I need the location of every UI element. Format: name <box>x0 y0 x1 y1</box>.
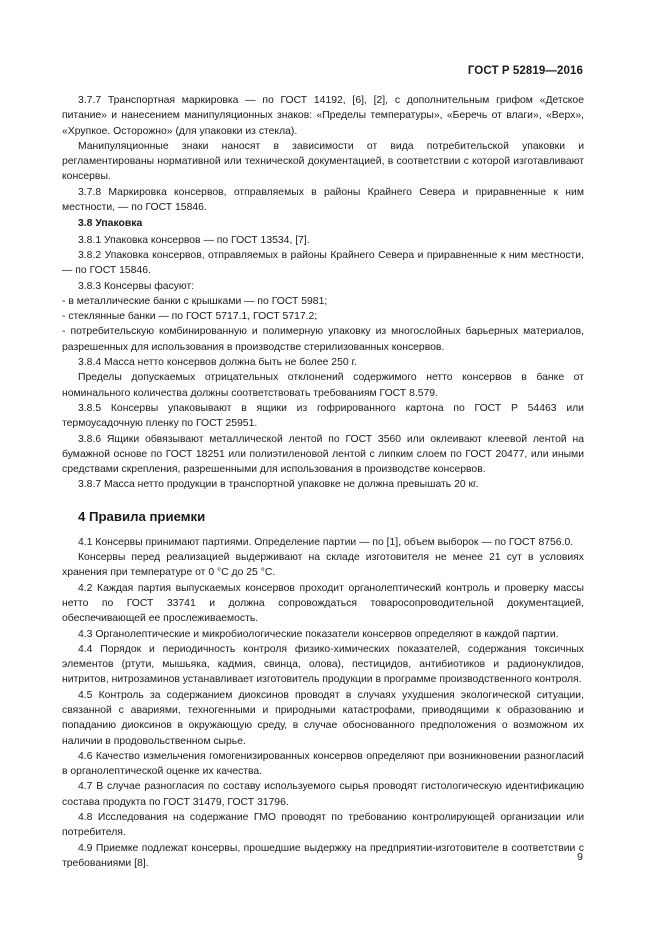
paragraph-4-6: 4.6 Качество измельчения гомогенизированных консервов определяют при возникновении разногласий в органолептической оценке их качества. <box>62 750 584 778</box>
page-number: 9 <box>577 851 583 863</box>
paragraph-4-7: 4.7 В случае разногласия по составу используемого сырья проводят гистологическую идентификацию состава продукта по ГОСТ 31479, ГОСТ 31796. <box>62 781 584 808</box>
paragraph-4-9: 4.9 Приемке подлежат консервы, прошедшие выдержку на предприятии-изготовителе в соответствии с требованиями [8]. <box>62 842 584 869</box>
paragraph-4-4: 4.4 Порядок и периодичность контроля физико-химических показателей, содержания токсичных элементов (ртути, мышьяка, кадмия, свинца, олова), пестицидов, антибиотиков и радионуклидов, нитритов, нитрозаминов устанавливает изготовитель продукции в программе производственного контроля. <box>62 643 584 686</box>
paragraph-4-8: 4.8 Исследования на содержание ГМО проводят по требованию контролирующей организации или потребителя. <box>62 812 584 839</box>
list-item-polymer-packaging: - потребительскую комбинированную и полимерную упаковку из многослойных барьерных материалов, разрешенных для использования в производстве стерилизованных консервов. <box>62 326 584 353</box>
subsection-heading-3-8: 3.8 Упаковка <box>78 218 143 230</box>
list-item-glass-jars: - стеклянные банки — по ГОСТ 5717.1, ГОСТ 5717.2; <box>62 311 318 323</box>
paragraph-3-8-1: 3.8.1 Упаковка консервов — по ГОСТ 13534, [7]. <box>78 234 310 246</box>
document-id-header: ГОСТ Р 52819—2016 <box>467 65 583 77</box>
document-body <box>62 93 584 871</box>
paragraph-4-5: 4.5 Контроль за содержанием диоксинов проводят в случаях ухудшения экологической ситуации, связанной с авариями, техногенными и природными катастрофами, приводящими к образованию и попаданию диоксинов в окружающую среду, в случае обоснованного предположения о возможном их наличии в продовольственном сырье. <box>62 689 584 747</box>
paragraph-3-7-7: 3.7.7 Транспортная маркировка — по ГОСТ 14192, [6], [2], с дополнительным грифом «Детское питание» и нанесением манипуляционных знаков: «Пределы температуры», «Беречь от влаги», «Верх», «Хрупкое. Осторожно» (для упаковки из стекла). <box>62 95 584 137</box>
paragraph-3-8-5: 3.8.5 Консервы упаковывают в ящики из гофрированного картона по ГОСТ Р 54463 или термоусадочную пленку по ГОСТ 25951. <box>62 402 584 430</box>
paragraph-tolerances: Пределы допускаемых отрицательных отклонений содержимого нетто консервов в банке от номинального количества должны соответствовать требованиям ГОСТ 8.579. <box>62 372 584 399</box>
paragraph-manipulation-signs: Манипуляционные знаки наносят в зависимости от вида потребительской упаковки и регламентированы нормативной или технической документацией, в соответствии с которой изготавливают консервы. <box>62 140 584 183</box>
section-heading-4: 4 Правила приемки <box>78 508 206 524</box>
list-item-metal-cans: - в металлические банки с крышками — по ГОСТ 5981; <box>62 295 328 307</box>
paragraph-3-7-8: 3.7.8 Маркировка консервов, отправляемых в районы Крайнего Севера и приравненные к ним местности, — по ГОСТ 15846. <box>62 186 584 214</box>
paragraph-3-8-7: 3.8.7 Масса нетто продукции в транспортной упаковке не должна превышать 20 кг. <box>78 479 479 491</box>
paragraph-4-3: 4.3 Органолептические и микробиологические показатели консервов определяют в каждой партии. <box>78 628 559 640</box>
paragraph-3-8-3: 3.8.3 Консервы фасуют: <box>78 280 195 292</box>
paragraph-3-8-4: 3.8.4 Масса нетто консервов должна быть не более 250 г. <box>78 357 357 369</box>
paragraph-3-8-2: 3.8.2 Упаковка консервов, отправляемых в районы Крайнего Севера и приравненные к ним местности, — по ГОСТ 15846. <box>62 249 584 277</box>
paragraph-storage-before-sale: Консервы перед реализацией выдерживают на складе изготовителя не менее 21 сут в условиях хранения при температуре от 0 °С до 25 °С. <box>62 552 584 579</box>
paragraph-4-1: 4.1 Консервы принимают партиями. Определение партии — по [1], объем выборок — по ГОСТ 8756.0. <box>78 536 574 548</box>
paragraph-4-2: 4.2 Каждая партия выпускаемых консервов проходит органолептический контроль и проверку массы нетто по ГОСТ 33741 и должна сопровождаться товаросопроводительной документацией, обеспечивающей ее прослеживаемость. <box>62 582 584 625</box>
paragraph-3-8-6: 3.8.6 Ящики обвязывают металлической лентой по ГОСТ 3560 или оклеивают клеевой лентой на бумажной основе по ГОСТ 18251 или полиэтиленовой лентой с липким слоем по ГОСТ 20477, или иными средствами скрепления, разрешенными для использования в производстве консервов. <box>62 433 584 476</box>
